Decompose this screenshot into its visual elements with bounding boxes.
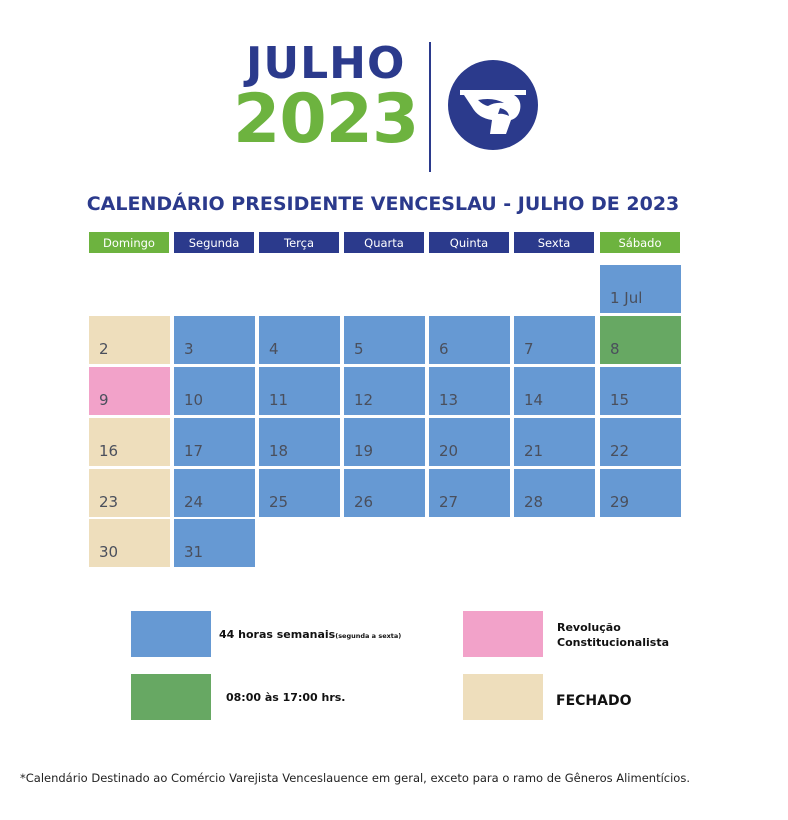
calendar-day-cell: 23 [89,469,170,517]
calendar-day-cell: 24 [174,469,255,517]
legend-beige-label: FECHADO [556,693,632,709]
year-title: 2023 [233,80,419,159]
legend-beige-swatch [463,674,543,720]
calendar-day-cell: 5 [344,316,425,364]
calendar-day-cell: 1 Jul [600,265,681,313]
calendar-day-cell: 4 [259,316,340,364]
calendar-day-cell: 15 [600,367,681,415]
weekday-1: Segunda [174,232,254,253]
calendar-day-cell: 8 [600,316,681,364]
header-divider [429,42,431,172]
calendar-day-cell: 27 [429,469,510,517]
calendar-day-cell: 14 [514,367,595,415]
legend-pink-line1: Revolução [557,621,621,634]
calendar-day-cell: 12 [344,367,425,415]
weekday-5: Sexta [514,232,594,253]
calendar-day-cell: 21 [514,418,595,466]
calendar-day-cell: 28 [514,469,595,517]
calendar-day-cell: 9 [89,367,170,415]
weekday-3: Quarta [344,232,424,253]
calendar-day-cell: 7 [514,316,595,364]
calendar-day-cell: 19 [344,418,425,466]
calendar-day-cell: 11 [259,367,340,415]
legend-pink-line2: Constitucionalista [557,636,669,650]
legend-green-label: 08:00 às 17:00 hrs. [226,691,346,704]
month-title: JULHO [246,38,406,89]
calendar-day-cell: 18 [259,418,340,466]
legend-pink-swatch [463,611,543,657]
calendar-day-cell: 3 [174,316,255,364]
calendar-day-cell: 2 [89,316,170,364]
legend-blue-main: 44 horas semanais [219,628,336,641]
weekday-0: Domingo [89,232,169,253]
weekday-6: Sábado [600,232,680,253]
calendar-day-cell: 25 [259,469,340,517]
legend-blue-small: (segunda a sexta) [335,632,402,640]
calendar-day-cell: 16 [89,418,170,466]
calendar-day-cell: 6 [429,316,510,364]
calendar-day-cell: 22 [600,418,681,466]
profile-head-logo-icon [448,60,538,150]
weekday-2: Terça [259,232,339,253]
legend-pink-label [557,620,669,651]
legend-blue-swatch [131,611,211,657]
calendar-day-cell: 17 [174,418,255,466]
calendar-day-cell: 29 [600,469,681,517]
legend-blue-label [219,627,401,642]
footnote: *Calendário Destinado ao Comércio Varejista Venceslauence em geral, exceto para o ramo de Gêneros Alimentícios. [20,771,690,785]
calendar-day-cell: 20 [429,418,510,466]
calendar-day-cell: 26 [344,469,425,517]
calendar-day-cell: 13 [429,367,510,415]
calendar-day-cell: 31 [174,519,255,567]
legend-green-swatch [131,674,211,720]
calendar-day-cell: 10 [174,367,255,415]
calendar-title: CALENDÁRIO PRESIDENTE VENCESLAU - JULHO DE 2023 [86,193,680,215]
weekday-4: Quinta [429,232,509,253]
calendar-day-cell: 30 [89,519,170,567]
